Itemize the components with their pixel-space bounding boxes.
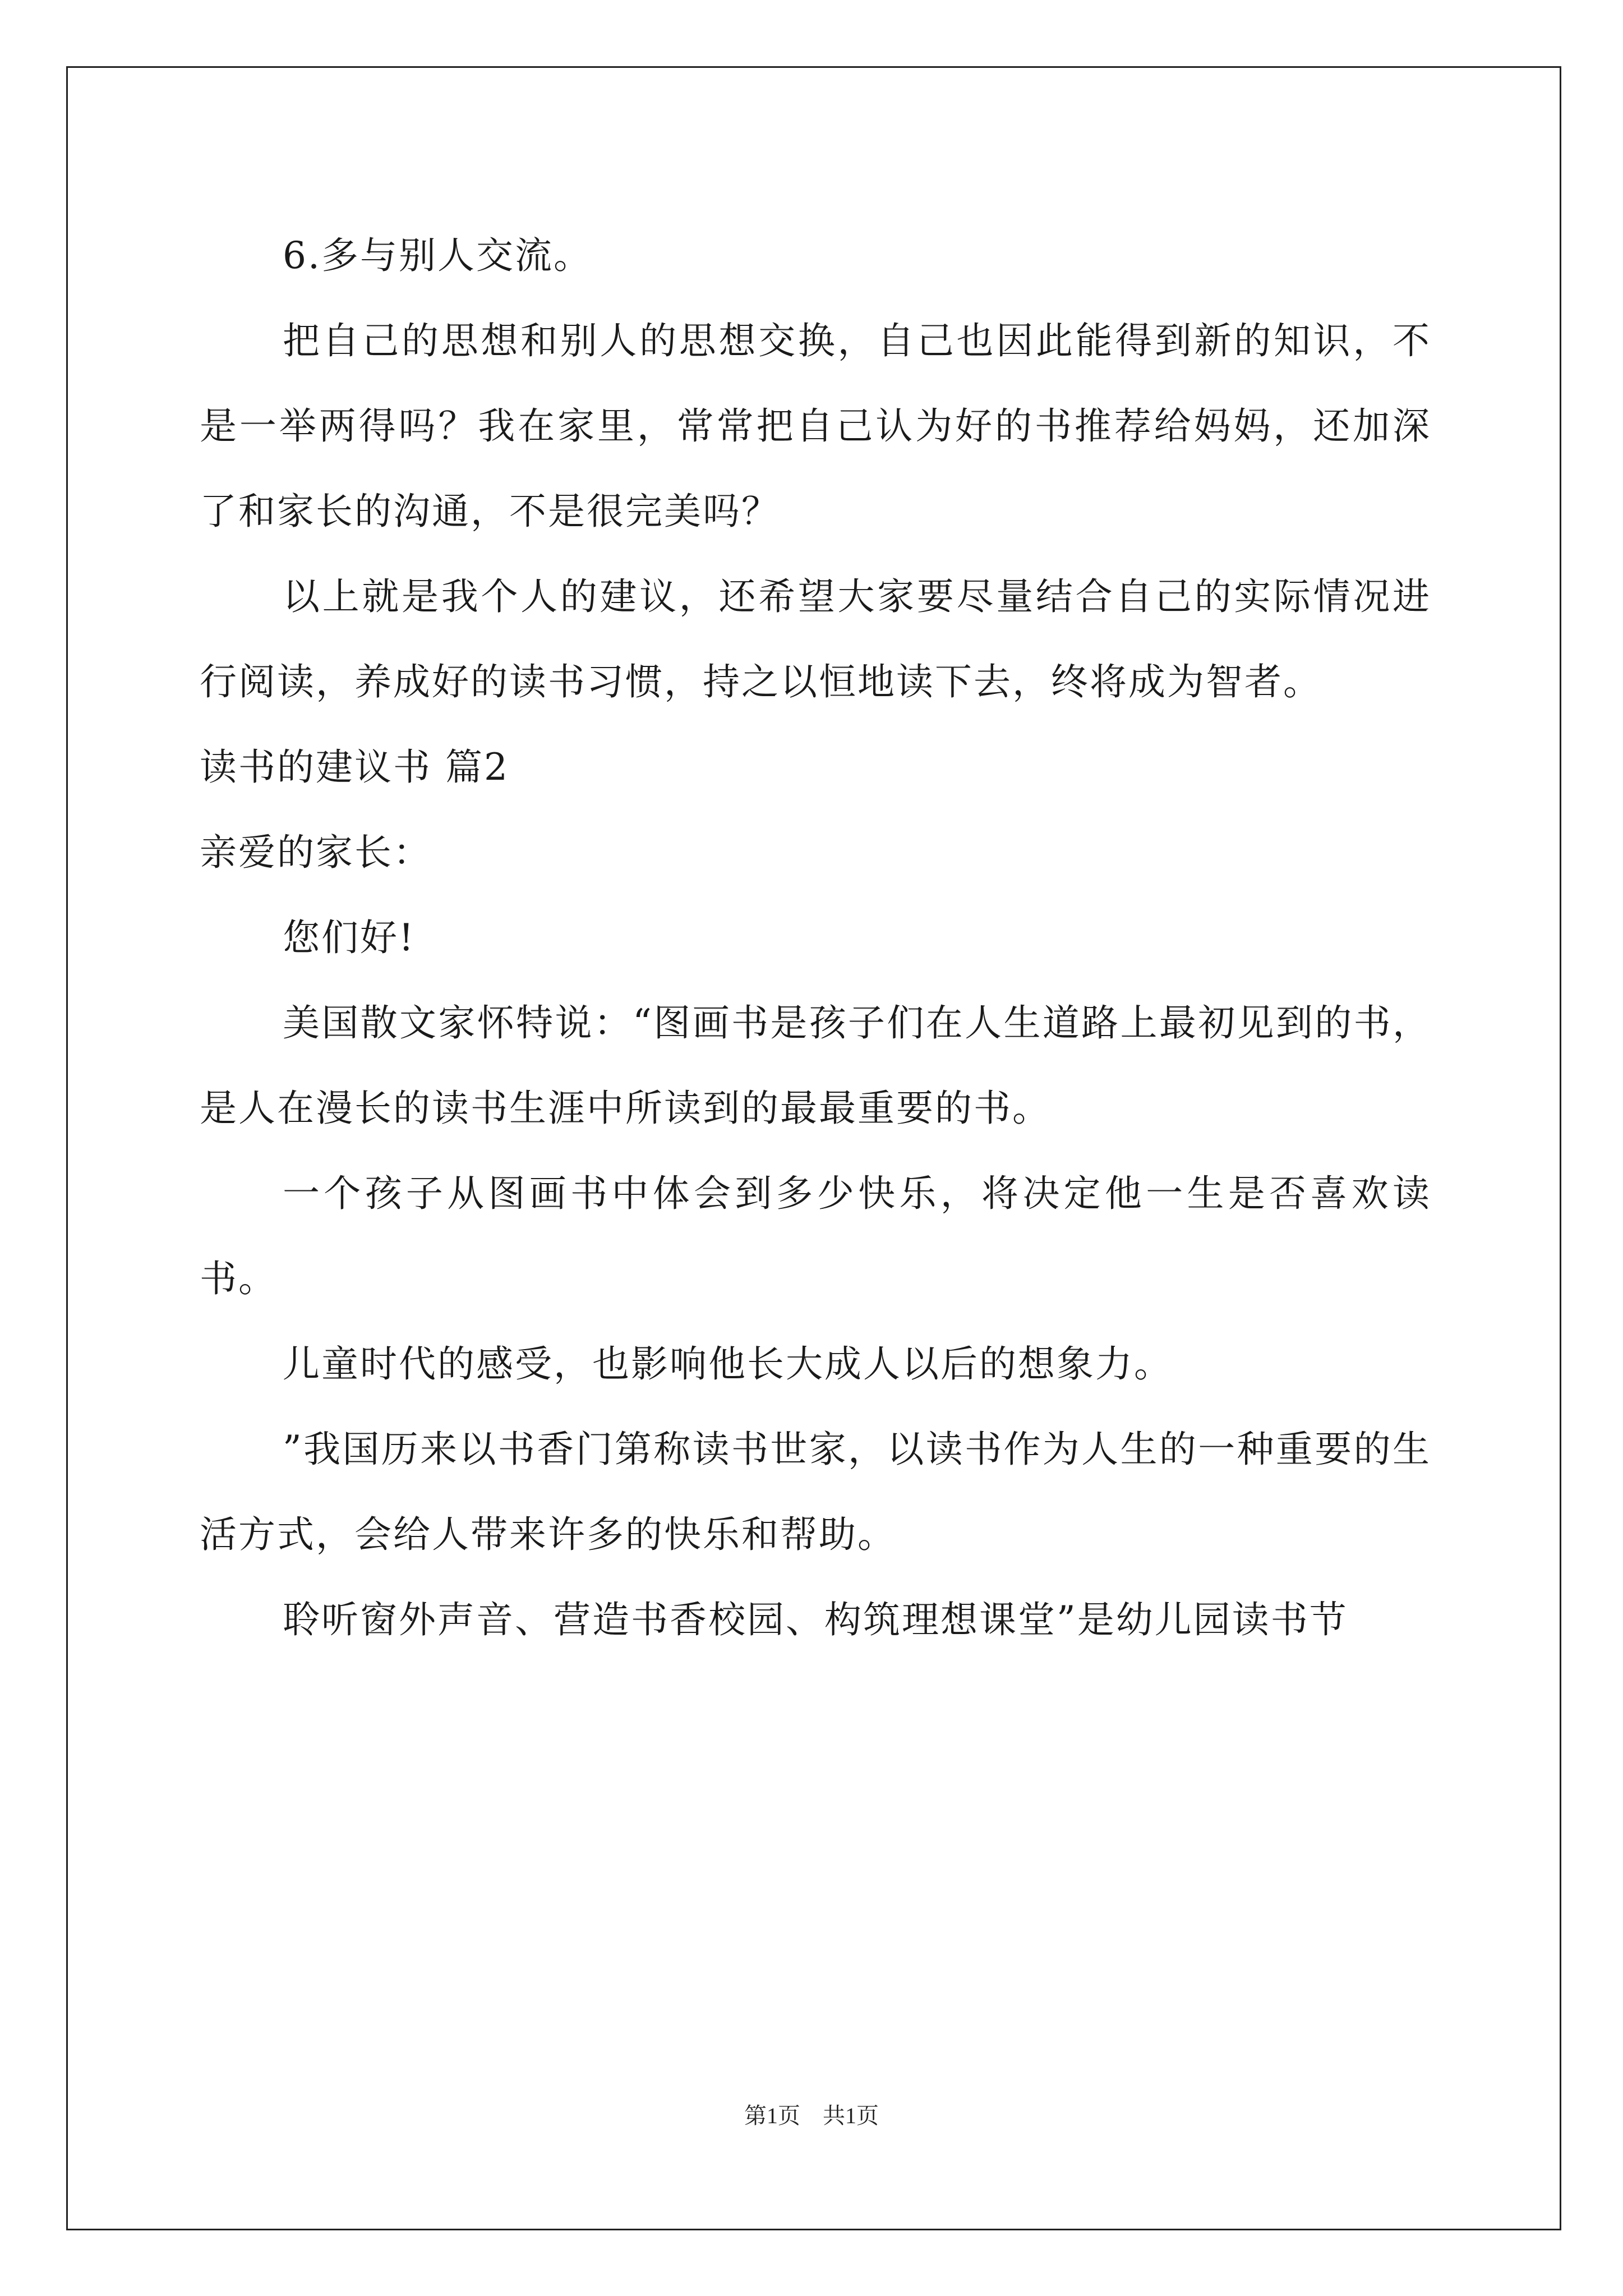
greeting: 您们好! [283, 916, 416, 959]
paragraph: 一个孩子从图画书中体会到多少快乐，将决定他一生是否喜欢读书。 [200, 1172, 1431, 1300]
document-body [200, 213, 1431, 1663]
section-heading: 读书的建议书 篇2 [200, 746, 509, 789]
paragraph: 美国散文家怀特说：“图画书是孩子们在人生道路上最初见到的书，是人在漫长的读书生涯中所读到的最最重要的书。 [200, 1001, 1431, 1130]
paragraph: 儿童时代的感受，也影响他长大成人以后的想象力。 [283, 1342, 1173, 1386]
page-number-footer: 第1页 共1页 [744, 2103, 879, 2128]
salutation: 亲爱的家长： [200, 831, 432, 874]
paragraph: 6.多与别人交流。 [283, 234, 592, 277]
paragraph: 聆听窗外声音、营造书香校园、构筑理想课堂”是幼儿园读书节 [283, 1598, 1348, 1641]
paragraph: ”我国历来以书香门第称读书世家，以读书作为人生的一种重要的生活方式，会给人带来许多的快乐和帮助。 [200, 1428, 1431, 1556]
paragraph: 把自己的思想和别人的思想交换，自己也因此能得到新的知识，不是一举两得吗？我在家里，常常把自己认为好的书推荐给妈妈，还加深了和家长的沟通，不是很完美吗？ [200, 319, 1431, 533]
paragraph: 以上就是我个人的建议，还希望大家要尽量结合自己的实际情况进行阅读，养成好的读书习惯，持之以恒地读下去，终将成为智者。 [200, 575, 1431, 703]
